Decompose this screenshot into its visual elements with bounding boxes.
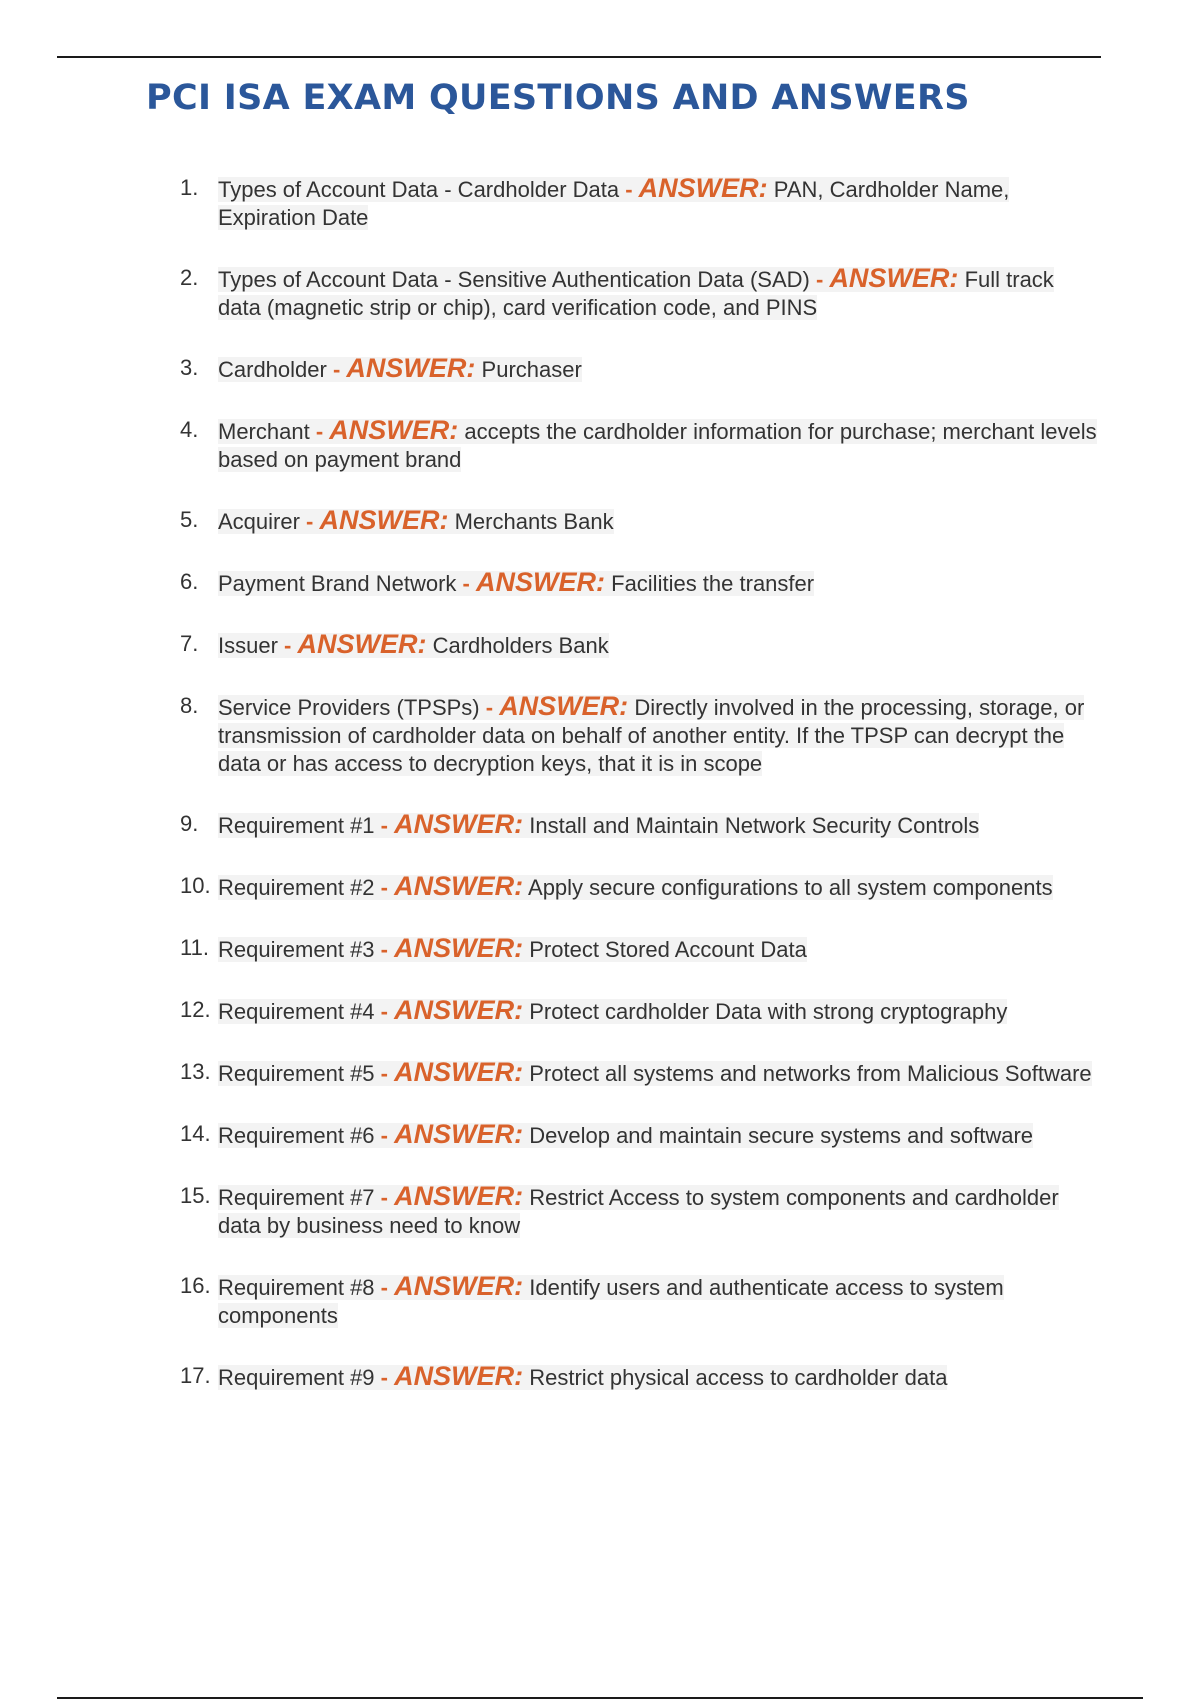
question-text: Requirement #7 <box>218 1185 375 1210</box>
footer-divider <box>57 1697 1143 1699</box>
answer-separator: - <box>374 1275 395 1300</box>
item-body <box>218 933 807 963</box>
qa-item <box>180 568 1100 598</box>
answer-label: ANSWER: <box>394 1057 524 1087</box>
answer-label: ANSWER: <box>394 809 524 839</box>
answer-separator: - <box>479 695 500 720</box>
qa-item <box>180 264 1100 322</box>
answer-label: ANSWER: <box>499 691 629 721</box>
qa-item <box>180 810 1100 840</box>
qa-item <box>180 1182 1100 1240</box>
answer-separator: - <box>299 509 320 534</box>
answer-label: ANSWER: <box>829 263 959 293</box>
answer-text: Protect all systems and networks from Malicious Software <box>529 1061 1092 1086</box>
item-body <box>218 1361 948 1391</box>
answer-text: Merchants Bank <box>454 509 614 534</box>
item-body <box>218 809 980 839</box>
question-text: Acquirer <box>218 509 300 534</box>
item-number: 5. <box>180 507 199 532</box>
question-text: Issuer <box>218 633 278 658</box>
item-number: 4. <box>180 417 199 442</box>
item-number: 8. <box>180 693 199 718</box>
answer-text: Full track data (magnetic strip or chip), card verification code, and PINS <box>218 267 1054 320</box>
item-body <box>218 263 1054 320</box>
question-text: Requirement #4 <box>218 999 375 1024</box>
answer-label: ANSWER: <box>394 871 524 901</box>
item-body <box>218 353 582 383</box>
item-number: 7. <box>180 631 199 656</box>
answer-separator: - <box>456 571 476 596</box>
item-body <box>218 505 614 535</box>
qa-item <box>180 630 1100 660</box>
answer-label: ANSWER: <box>394 1181 524 1211</box>
item-number: 14. <box>180 1121 211 1146</box>
answer-separator: - <box>374 813 395 838</box>
item-body <box>218 1119 1034 1149</box>
answer-separator: - <box>374 999 395 1024</box>
question-text: Requirement #2 <box>218 875 375 900</box>
answer-text: Directly involved in the processing, storage, or transmission of cardholder data on behalf of another entity. If the TPSP can decrypt the data or has access to decryption keys, that it is in scope <box>218 695 1085 776</box>
item-number: 2. <box>180 265 199 290</box>
answer-label: ANSWER: <box>476 567 605 597</box>
answer-text: Identify users and authenticate access to system components <box>218 1275 1004 1328</box>
answer-label: ANSWER: <box>329 415 459 445</box>
answer-text: Protect cardholder Data with strong cryptography <box>529 999 1008 1024</box>
qa-item <box>180 1058 1100 1088</box>
answer-label: ANSWER: <box>394 933 524 963</box>
item-body <box>218 1181 1059 1238</box>
qa-item <box>180 1272 1100 1330</box>
qa-item <box>180 1120 1100 1150</box>
answer-text: Purchaser <box>481 357 582 382</box>
item-number: 15. <box>180 1183 211 1208</box>
answer-text: Cardholders Bank <box>432 633 609 658</box>
answer-text: Install and Maintain Network Security Controls <box>529 813 980 838</box>
item-body <box>218 567 815 597</box>
item-body <box>218 1271 1004 1328</box>
answer-separator: - <box>277 633 298 658</box>
header-divider <box>57 56 1101 58</box>
item-body <box>218 1057 1092 1087</box>
answer-separator: - <box>374 1185 395 1210</box>
question-text: Cardholder <box>218 357 327 382</box>
item-number: 12. <box>180 997 211 1022</box>
answer-label: ANSWER: <box>319 505 449 535</box>
page-title: PCI ISA EXAM QUESTIONS AND ANSWERS <box>146 78 970 118</box>
answer-separator: - <box>374 1123 395 1148</box>
qa-item <box>180 996 1100 1026</box>
item-body <box>218 415 1097 472</box>
item-number: 6. <box>180 569 199 594</box>
question-text: Requirement #5 <box>218 1061 375 1086</box>
answer-separator: - <box>309 419 330 444</box>
answer-separator: - <box>374 875 395 900</box>
answer-label: ANSWER: <box>297 629 427 659</box>
qa-item <box>180 872 1100 902</box>
question-text: Types of Account Data - Sensitive Authentication Data (SAD) <box>218 267 810 292</box>
question-text: Service Providers (TPSPs) <box>218 695 480 720</box>
answer-label: ANSWER: <box>394 1271 524 1301</box>
qa-item <box>180 174 1100 232</box>
answer-separator: - <box>326 357 347 382</box>
question-text: Requirement #3 <box>218 937 375 962</box>
item-body <box>218 173 1010 230</box>
item-number: 11. <box>180 935 209 960</box>
question-text: Payment Brand Network <box>218 571 457 596</box>
item-number: 10. <box>180 873 211 898</box>
answer-text: Restrict Access to system components and cardholder data by business need to know <box>218 1185 1059 1238</box>
question-text: Requirement #9 <box>218 1365 375 1390</box>
item-body <box>218 995 1008 1025</box>
question-text: Requirement #1 <box>218 813 375 838</box>
qa-item <box>180 934 1100 964</box>
answer-text: Apply secure configurations to all system components <box>528 875 1053 900</box>
answer-text: Facilities the transfer <box>611 571 815 596</box>
answer-text: accepts the cardholder information for purchase; merchant levels based on payment brand <box>218 419 1097 472</box>
answer-separator: - <box>374 1365 395 1390</box>
qa-item <box>180 692 1100 778</box>
answer-label: ANSWER: <box>394 1119 524 1149</box>
answer-label: ANSWER: <box>394 1361 524 1391</box>
answer-separator: - <box>374 937 395 962</box>
item-number: 17. <box>180 1363 211 1388</box>
question-text: Types of Account Data - Cardholder Data <box>218 177 620 202</box>
answer-separator: - <box>374 1061 395 1086</box>
question-text: Merchant <box>218 419 310 444</box>
qa-item <box>180 416 1100 474</box>
item-number: 1. <box>180 175 199 200</box>
answer-separator: - <box>619 177 639 202</box>
item-number: 3. <box>180 355 199 380</box>
item-number: 13. <box>180 1059 211 1084</box>
answer-label: ANSWER: <box>394 995 524 1025</box>
item-body <box>218 691 1085 776</box>
answer-label: ANSWER: <box>638 173 768 203</box>
answer-text: Restrict physical access to cardholder data <box>529 1365 948 1390</box>
answer-separator: - <box>809 267 830 292</box>
question-text: Requirement #6 <box>218 1123 375 1148</box>
qa-item <box>180 354 1100 384</box>
item-body <box>218 871 1053 901</box>
qa-list <box>180 174 1100 1424</box>
question-text: Requirement #8 <box>218 1275 375 1300</box>
answer-text: PAN, Cardholder Name, Expiration Date <box>218 177 1010 230</box>
qa-item <box>180 1362 1100 1392</box>
item-number: 16. <box>180 1273 211 1298</box>
answer-label: ANSWER: <box>346 353 476 383</box>
item-number: 9. <box>180 811 199 836</box>
qa-item <box>180 506 1100 536</box>
answer-text: Protect Stored Account Data <box>529 937 807 962</box>
item-body <box>218 629 609 659</box>
answer-text: Develop and maintain secure systems and software <box>529 1123 1034 1148</box>
